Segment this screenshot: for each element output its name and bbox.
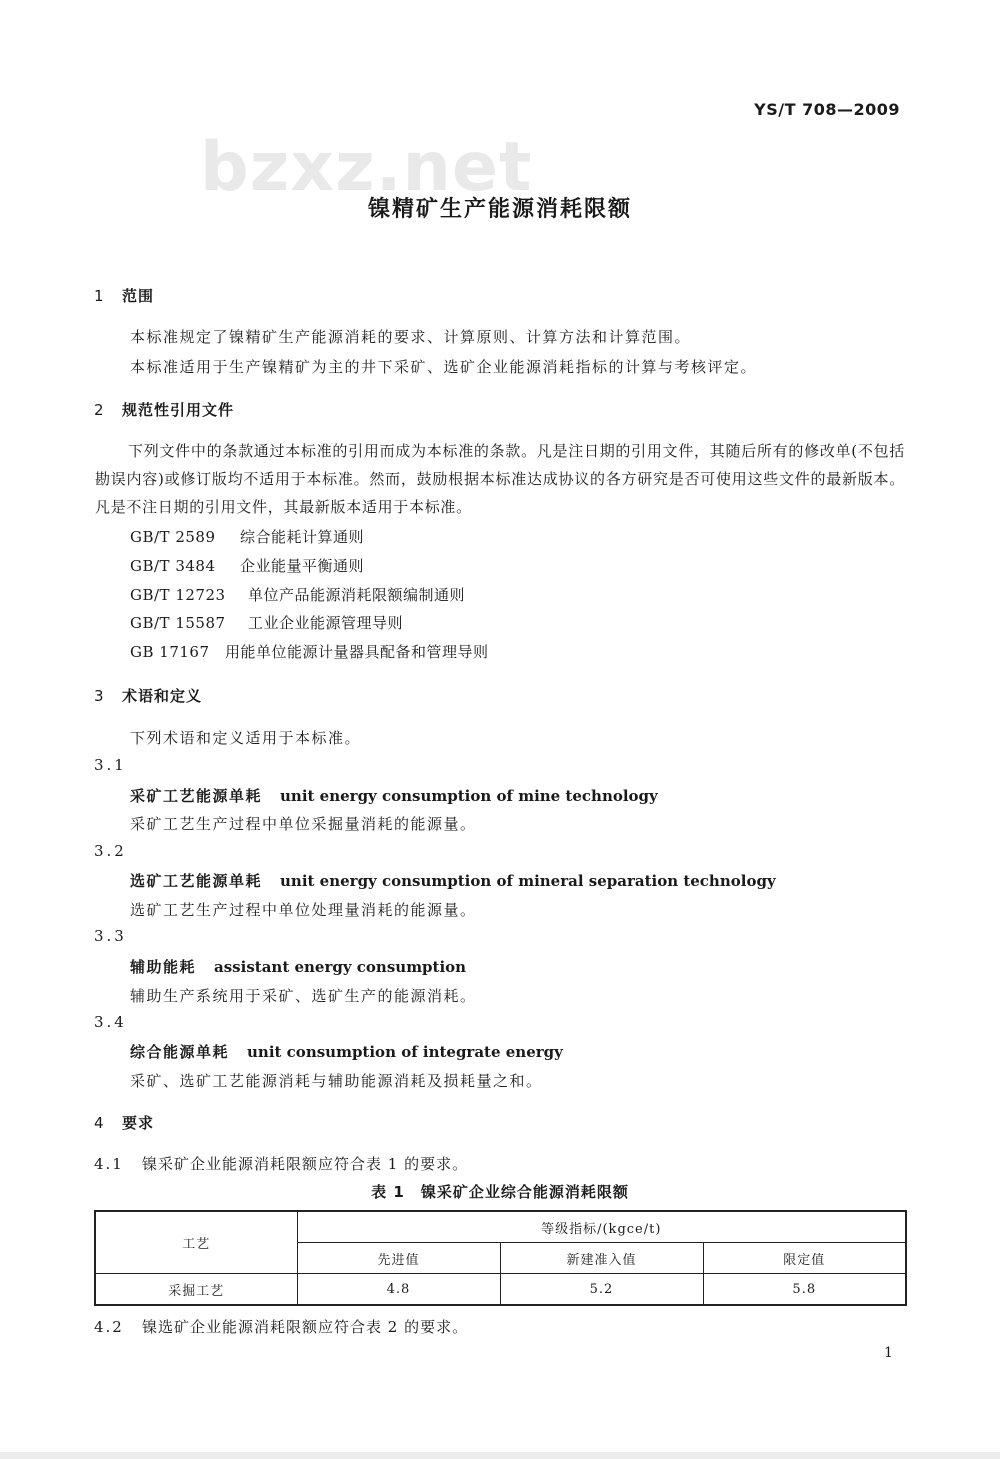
- table-header-new-entry: 新建准入值: [500, 1243, 703, 1274]
- section-number: 2: [94, 401, 105, 419]
- term-english: unit consumption of integrate energy: [247, 1043, 563, 1061]
- clause-number: 3.3: [94, 927, 127, 945]
- term-definition: 选矿工艺生产过程中单位处理量消耗的能源量。: [130, 901, 477, 919]
- section-number: 4: [94, 1114, 105, 1132]
- section-title: 规范性引用文件: [122, 401, 235, 419]
- reference-code: GB/T 3484: [130, 557, 216, 575]
- section-2-heading: [94, 399, 234, 420]
- table-cell-limit: 5.8: [703, 1274, 906, 1306]
- reference-name: 工业企业能源管理导则: [248, 614, 404, 632]
- table-header-limit: 限定值: [703, 1243, 906, 1274]
- reference-name: 用能单位能源计量器具配备和管理导则: [225, 643, 489, 661]
- reference-item: [130, 555, 364, 576]
- section-number: 3: [94, 687, 105, 705]
- table-header-advanced: 先进值: [297, 1243, 500, 1274]
- clause-text: 镍采矿企业能源消耗限额应符合表 1 的要求。: [142, 1155, 469, 1173]
- section-number: 1: [94, 287, 105, 305]
- table-cell-process: 采掘工艺: [95, 1274, 297, 1306]
- bottom-bar: [0, 1452, 1000, 1459]
- reference-item: [130, 526, 364, 547]
- clause-text: 镍选矿企业能源消耗限额应符合表 2 的要求。: [142, 1318, 469, 1336]
- clause-4-1: [94, 1153, 468, 1174]
- term-chinese: 采矿工艺能源单耗: [130, 787, 263, 805]
- term-english: unit energy consumption of mine technology: [280, 787, 658, 805]
- section-2-intro: 下列文件中的条款通过本标准的引用而成为本标准的条款。凡是注日期的引用文件，其随后所有的修改单(不包括勘误内容)或修订版均不适用于本标准。然而，鼓励根据本标准达成协议的各方研究是否可使用这些文件的最新版本。凡是不注日期的引用文件，其最新版本适用于本标准。: [95, 442, 905, 516]
- term-chinese: 选矿工艺能源单耗: [130, 872, 263, 890]
- term-definition: 采矿工艺生产过程中单位采掘量消耗的能源量。: [130, 815, 477, 833]
- section-3-heading: [94, 685, 202, 706]
- reference-name: 企业能量平衡通则: [240, 557, 365, 575]
- term-chinese: 综合能源单耗: [130, 1043, 230, 1061]
- reference-code: GB/T 2589: [130, 528, 216, 546]
- table-header-group: 等级指标/(kgce/t): [297, 1211, 906, 1243]
- term-english: unit energy consumption of mineral separation technology: [280, 872, 776, 890]
- term-chinese: 辅助能耗: [130, 958, 197, 976]
- reference-name: 单位产品能源消耗限额编制通则: [248, 586, 466, 604]
- section-1-paragraph-2: 本标准适用于生产镍精矿为主的井下采矿、选矿企业能源消耗指标的计算与考核评定。: [130, 358, 758, 376]
- document-title: 镍精矿生产能源消耗限额: [367, 197, 632, 222]
- table-header-process: 工艺: [95, 1211, 297, 1274]
- clause-number: 3.2: [94, 842, 127, 860]
- term-definition: 辅助生产系统用于采矿、选矿生产的能源消耗。: [130, 987, 477, 1005]
- clause-number: 4.1: [94, 1155, 124, 1173]
- reference-item: [130, 641, 489, 662]
- table-caption: 表 1 镍采矿企业综合能源消耗限额: [371, 1183, 629, 1201]
- watermark: bzxz.net: [200, 128, 533, 207]
- table-cell-advanced: 4.8: [297, 1274, 500, 1306]
- term-english: assistant energy consumption: [214, 958, 467, 976]
- term-entry: [130, 956, 466, 977]
- section-1-paragraph-1: 本标准规定了镍精矿生产能源消耗的要求、计算原则、计算方法和计算范围。: [130, 328, 692, 346]
- table-cell-new-entry: 5.2: [500, 1274, 703, 1306]
- clause-number: 3.4: [94, 1013, 127, 1031]
- section-title: 范围: [122, 287, 155, 305]
- reference-code: GB/T 15587: [130, 614, 226, 632]
- section-4-heading: [94, 1112, 154, 1133]
- reference-item: [130, 612, 403, 633]
- section-title: 术语和定义: [122, 687, 203, 705]
- reference-code: GB/T 12723: [130, 586, 226, 604]
- reference-item: [130, 584, 465, 605]
- term-entry: [130, 870, 776, 891]
- term-entry: [130, 1041, 563, 1062]
- clause-number: 4.2: [94, 1318, 124, 1336]
- section-3-intro: 下列术语和定义适用于本标准。: [130, 729, 362, 747]
- reference-code: GB 17167: [130, 643, 210, 661]
- page-number: 1: [884, 1345, 893, 1361]
- reference-name: 综合能耗计算通则: [240, 528, 365, 546]
- energy-limit-table: [94, 1210, 907, 1306]
- clause-4-2: [94, 1316, 468, 1337]
- term-definition: 采矿、选矿工艺能源消耗与辅助能源消耗及损耗量之和。: [130, 1072, 543, 1090]
- table-row: [95, 1274, 906, 1306]
- term-entry: [130, 785, 658, 806]
- section-1-heading: [94, 285, 154, 306]
- section-title: 要求: [122, 1114, 155, 1132]
- clause-number: 3.1: [94, 756, 127, 774]
- standard-code: YS/T 708—2009: [754, 100, 900, 119]
